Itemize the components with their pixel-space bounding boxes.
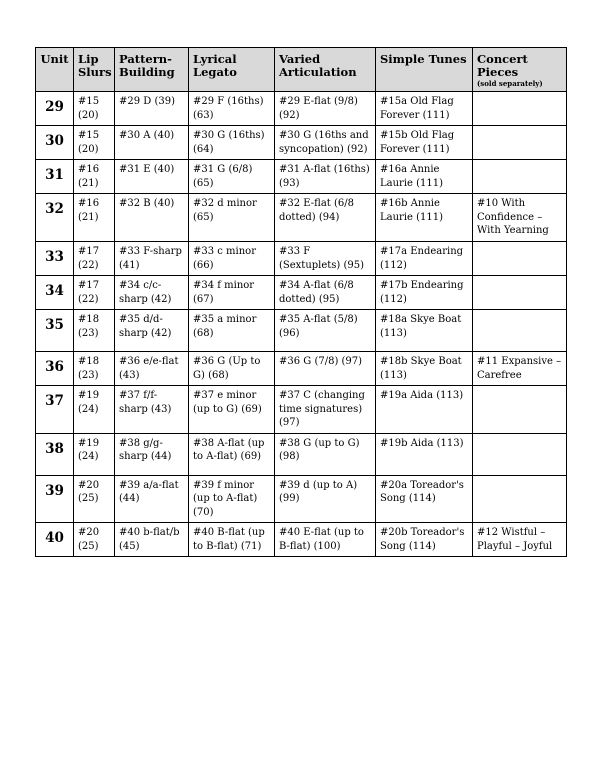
concert-pieces-cell: #12 Wistful – Playful – Joyful [473, 523, 567, 557]
varied-articulation-cell: #29 E-flat (9/8) (92) [275, 92, 376, 126]
table-row [36, 475, 567, 523]
header-row [36, 48, 567, 92]
lyrical-legato-cell: #31 G (6/8) (65) [189, 160, 275, 194]
simple-tunes-cell: #19a Aida (113) [376, 386, 473, 434]
pattern-building-cell: #39 a/a-flat (44) [115, 475, 189, 523]
pattern-building-cell: #37 f/f-sharp (43) [115, 386, 189, 434]
varied-articulation-cell: #35 A-flat (5/8) (96) [275, 310, 376, 352]
table-row [36, 92, 567, 126]
header-pattern-building: Pattern-Building [115, 48, 189, 92]
unit-cell: 36 [36, 352, 74, 386]
concert-pieces-cell [473, 160, 567, 194]
concert-pieces-cell [473, 276, 567, 310]
simple-tunes-cell: #20b Toreador's Song (114) [376, 523, 473, 557]
lip-slurs-cell: #17 (22) [74, 276, 115, 310]
table-row [36, 194, 567, 242]
table-row [36, 523, 567, 557]
header-concert-pieces-note: (sold separately) [477, 79, 543, 88]
lip-slurs-cell: #20 (25) [74, 475, 115, 523]
simple-tunes-cell: #20a Toreador's Song (114) [376, 475, 473, 523]
pattern-building-cell: #30 A (40) [115, 126, 189, 160]
unit-cell: 40 [36, 523, 74, 557]
concert-pieces-cell [473, 242, 567, 276]
table-row [36, 433, 567, 475]
curriculum-table [35, 47, 567, 557]
lyrical-legato-cell: #35 a minor (68) [189, 310, 275, 352]
lyrical-legato-cell: #32 d minor (65) [189, 194, 275, 242]
unit-cell: 37 [36, 386, 74, 434]
pattern-building-cell: #38 g/g-sharp (44) [115, 433, 189, 475]
pattern-building-cell: #36 e/e-flat (43) [115, 352, 189, 386]
simple-tunes-cell: #17a Endearing (112) [376, 242, 473, 276]
simple-tunes-cell: #19b Aida (113) [376, 433, 473, 475]
lip-slurs-cell: #18 (23) [74, 310, 115, 352]
lip-slurs-cell: #16 (21) [74, 160, 115, 194]
concert-pieces-cell: #11 Expansive – Carefree [473, 352, 567, 386]
varied-articulation-cell: #40 E-flat (up to B-flat) (100) [275, 523, 376, 557]
header-concert-pieces [473, 48, 567, 92]
unit-cell: 35 [36, 310, 74, 352]
unit-cell: 38 [36, 433, 74, 475]
concert-pieces-cell: #10 With Confidence – With Yearning [473, 194, 567, 242]
table-header [36, 48, 567, 92]
simple-tunes-cell: #16a Annie Laurie (111) [376, 160, 473, 194]
lyrical-legato-cell: #37 e minor (up to G) (69) [189, 386, 275, 434]
varied-articulation-cell: #34 A-flat (6/8 dotted) (95) [275, 276, 376, 310]
varied-articulation-cell: #32 E-flat (6/8 dotted) (94) [275, 194, 376, 242]
lip-slurs-cell: #15 (20) [74, 92, 115, 126]
header-concert-pieces-label: Concert Pieces [477, 52, 528, 79]
varied-articulation-cell: #39 d (up to A) (99) [275, 475, 376, 523]
header-lyrical-legato: Lyrical Legato [189, 48, 275, 92]
table-body [36, 92, 567, 557]
simple-tunes-cell: #18a Skye Boat (113) [376, 310, 473, 352]
varied-articulation-cell: #38 G (up to G) (98) [275, 433, 376, 475]
simple-tunes-cell: #16b Annie Laurie (111) [376, 194, 473, 242]
lip-slurs-cell: #15 (20) [74, 126, 115, 160]
varied-articulation-cell: #33 F (Sextuplets) (95) [275, 242, 376, 276]
table-row [36, 276, 567, 310]
lyrical-legato-cell: #29 F (16ths) (63) [189, 92, 275, 126]
lyrical-legato-cell: #39 f minor (up to A-flat) (70) [189, 475, 275, 523]
table-row [36, 242, 567, 276]
header-varied-articulation: Varied Articulation [275, 48, 376, 92]
table-row [36, 126, 567, 160]
concert-pieces-cell [473, 433, 567, 475]
simple-tunes-cell: #18b Skye Boat (113) [376, 352, 473, 386]
table-row [36, 386, 567, 434]
varied-articulation-cell: #30 G (16ths and syncopation) (92) [275, 126, 376, 160]
table-row [36, 352, 567, 386]
pattern-building-cell: #33 F-sharp (41) [115, 242, 189, 276]
simple-tunes-cell: #15a Old Flag Forever (111) [376, 92, 473, 126]
lyrical-legato-cell: #34 f minor (67) [189, 276, 275, 310]
lip-slurs-cell: #16 (21) [74, 194, 115, 242]
table-row [36, 310, 567, 352]
lyrical-legato-cell: #36 G (Up to G) (68) [189, 352, 275, 386]
pattern-building-cell: #40 b-flat/b (45) [115, 523, 189, 557]
concert-pieces-cell [473, 126, 567, 160]
pattern-building-cell: #34 c/c-sharp (42) [115, 276, 189, 310]
simple-tunes-cell: #17b Endearing (112) [376, 276, 473, 310]
lip-slurs-cell: #20 (25) [74, 523, 115, 557]
simple-tunes-cell: #15b Old Flag Forever (111) [376, 126, 473, 160]
pattern-building-cell: #31 E (40) [115, 160, 189, 194]
header-lip-slurs: Lip Slurs [74, 48, 115, 92]
unit-cell: 29 [36, 92, 74, 126]
unit-cell: 32 [36, 194, 74, 242]
unit-cell: 30 [36, 126, 74, 160]
lyrical-legato-cell: #38 A-flat (up to A-flat) (69) [189, 433, 275, 475]
lip-slurs-cell: #19 (24) [74, 433, 115, 475]
varied-articulation-cell: #36 G (7/8) (97) [275, 352, 376, 386]
lip-slurs-cell: #18 (23) [74, 352, 115, 386]
unit-cell: 33 [36, 242, 74, 276]
unit-cell: 39 [36, 475, 74, 523]
unit-cell: 34 [36, 276, 74, 310]
unit-cell: 31 [36, 160, 74, 194]
lip-slurs-cell: #17 (22) [74, 242, 115, 276]
lip-slurs-cell: #19 (24) [74, 386, 115, 434]
concert-pieces-cell [473, 475, 567, 523]
pattern-building-cell: #29 D (39) [115, 92, 189, 126]
header-simple-tunes: Simple Tunes [376, 48, 473, 92]
concert-pieces-cell [473, 92, 567, 126]
varied-articulation-cell: #31 A-flat (16ths) (93) [275, 160, 376, 194]
varied-articulation-cell: #37 C (changing time signatures) (97) [275, 386, 376, 434]
pattern-building-cell: #35 d/d-sharp (42) [115, 310, 189, 352]
pattern-building-cell: #32 B (40) [115, 194, 189, 242]
lyrical-legato-cell: #30 G (16ths) (64) [189, 126, 275, 160]
table-row [36, 160, 567, 194]
header-unit: Unit [36, 48, 74, 92]
lyrical-legato-cell: #40 B-flat (up to B-flat) (71) [189, 523, 275, 557]
concert-pieces-cell [473, 386, 567, 434]
concert-pieces-cell [473, 310, 567, 352]
lyrical-legato-cell: #33 c minor (66) [189, 242, 275, 276]
